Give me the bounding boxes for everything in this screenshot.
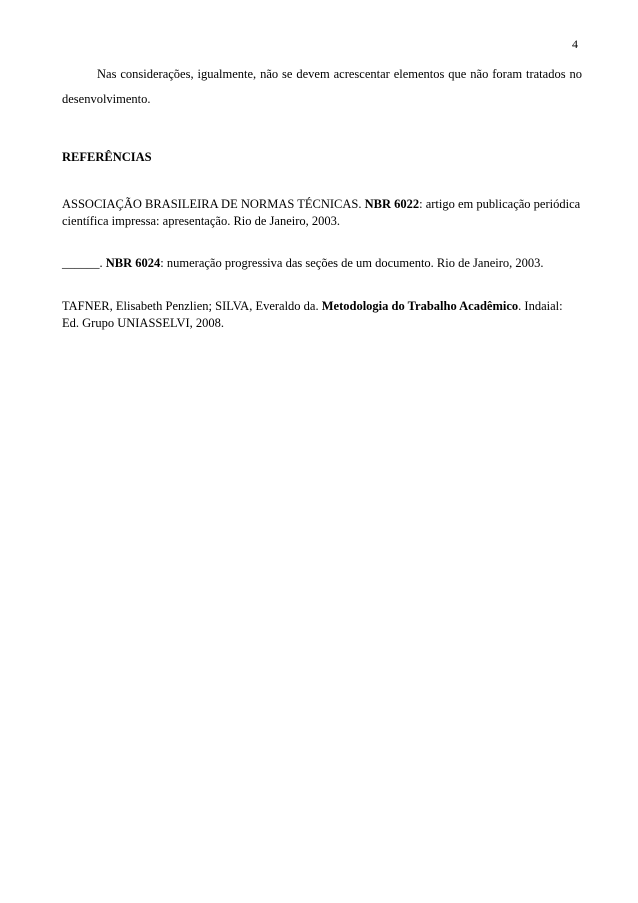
reference-author: ______. [62, 256, 106, 270]
conclusion-paragraph: Nas considerações, igualmente, não se devem acrescentar elementos que não foram tratados no desenvolvimento. [62, 67, 582, 106]
reference-entry [62, 298, 582, 332]
reference-details: : numeração progressiva das seções de um documento. Rio de Janeiro, 2003. [160, 256, 544, 270]
page-number: 4 [572, 37, 578, 51]
reference-details: : artigo em publicação periódica científica impressa: apresentação. Rio de Janeiro, 2003. [62, 197, 581, 228]
reference-details: . Indaial: Ed. Grupo UNIASSELVI, 2008. [62, 299, 563, 330]
reference-author: ASSOCIAÇÃO BRASILEIRA DE NORMAS TÉCNICAS. [62, 197, 365, 211]
reference-title: NBR 6024 [105, 256, 161, 270]
reference-title: Metodologia do Trabalho Acadêmico [321, 299, 519, 313]
reference-entry [62, 255, 582, 272]
reference-entry [62, 196, 582, 230]
page-content [62, 62, 582, 330]
reference-author: TAFNER, Elisabeth Penzlien; SILVA, Everaldo da. [62, 299, 322, 313]
reference-title: NBR 6022 [364, 197, 420, 211]
references-heading: REFERÊNCIAS [62, 150, 152, 164]
